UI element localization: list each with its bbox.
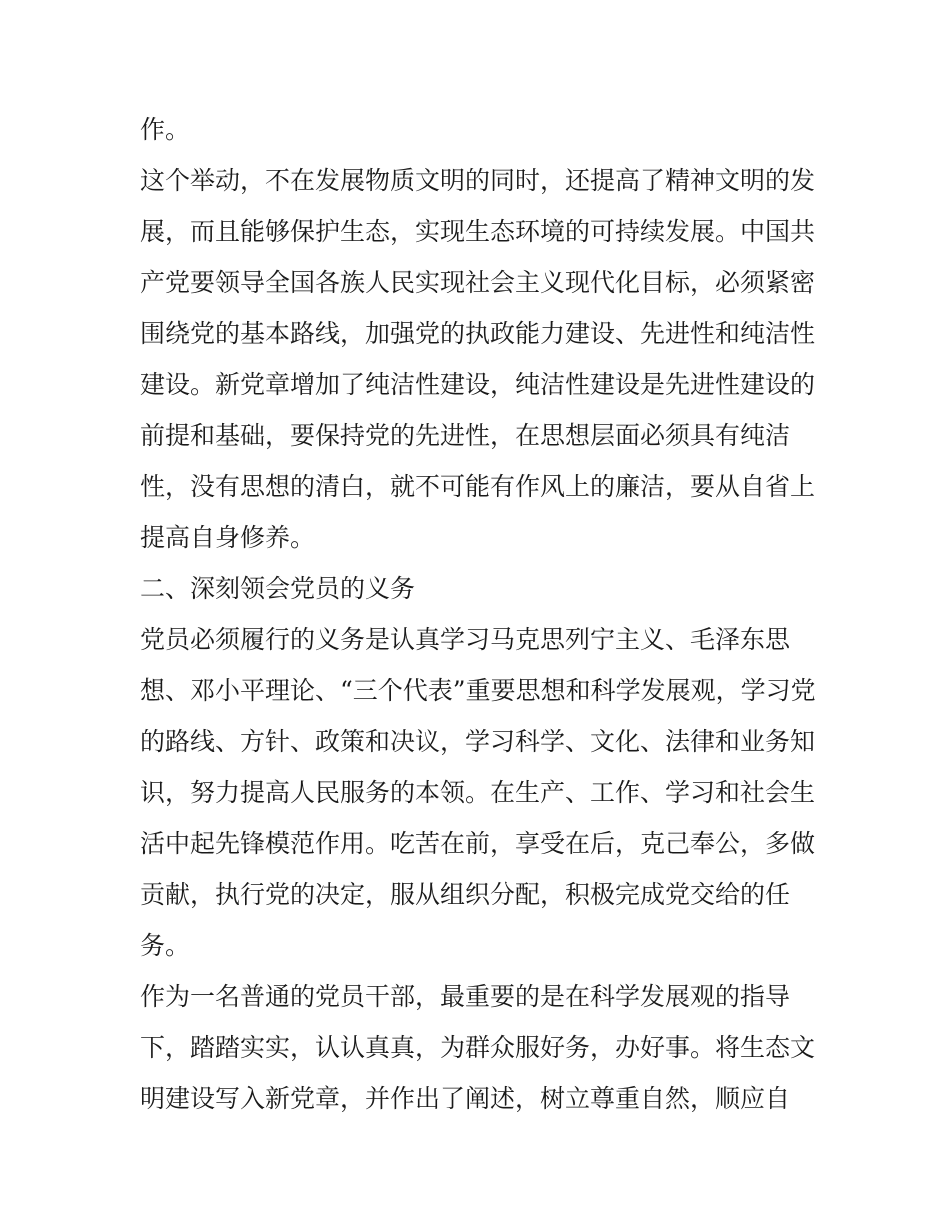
text-line: 下，踏踏实实，认认真真，为群众服好务，办好事。将生态文	[140, 1033, 816, 1062]
text-line: 作。	[140, 115, 191, 144]
text-line: 明建设写入新党章，并作出了阐述，树立尊重自然，顺应自	[140, 1084, 791, 1113]
text-line: 作为一名普通的党员干部，最重要的是在科学发展观的指导	[140, 982, 791, 1011]
text-line: 产党要领导全国各族人民实现社会主义现代化目标，必须紧密	[140, 268, 816, 297]
text-line: 党员必须履行的义务是认真学习马克思列宁主义、毛泽东思	[140, 625, 791, 654]
text-line: 提高自身修养。	[140, 523, 316, 552]
text-line: 围绕党的基本路线，加强党的执政能力建设、先进性和纯洁性	[140, 319, 816, 348]
text-line: 性，没有思想的清白，就不可能有作风上的廉洁，要从自省上	[140, 472, 816, 501]
text-line: 的路线、方针、政策和决议，学习科学、文化、法律和业务知	[140, 727, 816, 756]
document-body	[140, 104, 820, 1124]
text-line: 活中起先锋模范作用。吃苦在前，享受在后，克己奉公，多做	[140, 829, 816, 858]
text-line: 想、邓小平理论、“三个代表”重要思想和科学发展观，学习党	[140, 676, 816, 705]
text-line: 这个举动，不在发展物质文明的同时，还提高了精神文明的发	[140, 166, 816, 195]
text-line: 前提和基础，要保持党的先进性，在思想层面必须具有纯洁	[140, 421, 791, 450]
text-line: 务。	[140, 931, 191, 960]
text-line: 展，而且能够保护生态，实现生态环境的可持续发展。中国共	[140, 217, 816, 246]
section-heading: 二、深刻领会党员的义务	[140, 574, 416, 603]
text-line: 贡献，执行党的决定，服从组织分配，积极完成党交给的任	[140, 880, 791, 909]
text-line: 建设。新党章增加了纯洁性建设，纯洁性建设是先进性建设的	[140, 370, 816, 399]
text-line: 识，努力提高人民服务的本领。在生产、工作、学习和社会生	[140, 778, 816, 807]
